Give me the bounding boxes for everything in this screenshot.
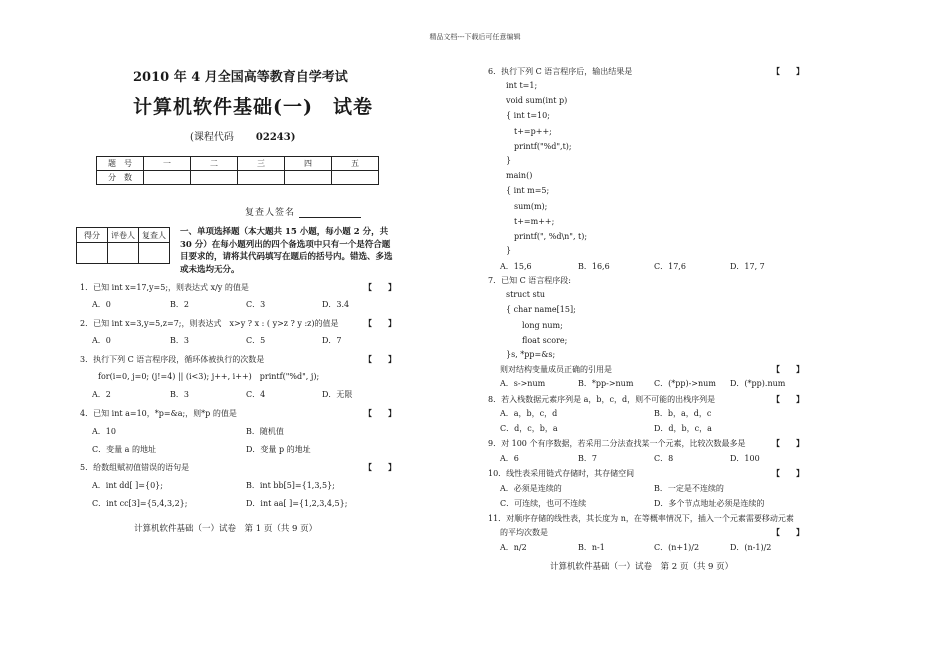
code-line: float score; <box>514 336 568 345</box>
answer-bracket: 【 】 <box>772 438 804 448</box>
option: C．(n+1)/2 <box>654 543 700 552</box>
answer-bracket: 【 】 <box>772 394 804 404</box>
score-cell <box>144 171 191 185</box>
score-cell <box>285 171 332 185</box>
code-line: } <box>506 246 512 255</box>
grader-cell: 复查人 <box>139 228 170 243</box>
option: D．100 <box>730 454 760 463</box>
course-code-value: 02243) <box>255 132 296 143</box>
answer-bracket: 【 】 <box>364 408 396 418</box>
option: B．int bb[5]={1,3,5}; <box>246 481 335 490</box>
option: D．7 <box>322 336 342 345</box>
option: B．n-1 <box>578 543 605 552</box>
option: D．d，b，c，a <box>654 424 712 433</box>
exam-title: 2010 年 4 月全国高等教育自学考试 <box>133 70 348 85</box>
answer-bracket: 【 】 <box>364 462 396 472</box>
code-line: } <box>506 156 512 165</box>
code-line: printf(", %d\n", t); <box>506 232 588 241</box>
answer-bracket: 【 】 <box>772 364 804 374</box>
option: B．7 <box>578 454 597 463</box>
answer-bracket: 【 】 <box>772 468 804 478</box>
reviewer-signature <box>245 205 361 218</box>
answer-bracket: 【 】 <box>772 66 804 76</box>
code-line: sum(m); <box>506 202 548 211</box>
option: B．3 <box>170 336 189 345</box>
reviewer-label: 复查人签名 <box>245 208 296 218</box>
grader-cell <box>139 243 170 264</box>
option: B．2 <box>170 300 189 309</box>
score-table <box>96 156 379 185</box>
grader-table <box>76 227 170 264</box>
code-line: main() <box>506 171 533 180</box>
code-line: { int t=10; <box>506 111 550 120</box>
option: A．int dd[ ]={0}; <box>92 481 163 490</box>
option: C．(*pp)->num <box>654 379 716 388</box>
option: D．多个节点地址必须是连续的 <box>654 499 765 508</box>
code-line: { char name[15]; <box>506 305 576 314</box>
option: D．无限 <box>322 390 353 399</box>
answer-bracket: 【 】 <box>364 354 396 364</box>
score-cell: 题 号 <box>97 157 144 171</box>
option: D．int aa[ ]={1,2,3,4,5}; <box>246 499 348 508</box>
question-8: 8．若入栈数据元素序列是 a，b，c，d，则不可能的出栈序列是 <box>488 395 716 404</box>
option: A．6 <box>500 454 519 463</box>
question-7-tail: 则对结构变量成员正确的引用是 <box>500 365 612 374</box>
code-line: void sum(int p) <box>506 96 568 105</box>
question-10: 10．线性表采用链式存储时，其存储空间 <box>488 469 635 478</box>
option: C．8 <box>654 454 674 463</box>
option: A．n/2 <box>500 543 527 552</box>
score-cell <box>238 171 285 185</box>
score-cell: 二 <box>191 157 238 171</box>
option: C．可连续，也可不连续 <box>500 499 587 508</box>
option: B．3 <box>170 390 189 399</box>
code-line: t+=m++; <box>506 217 555 226</box>
score-cell: 一 <box>144 157 191 171</box>
option: A．2 <box>92 390 111 399</box>
option: A．必须是连续的 <box>500 484 562 493</box>
answer-bracket: 【 】 <box>364 318 396 328</box>
question-5: 5．给数组赋初值错误的语句是 <box>80 463 190 472</box>
option: C．d，c，b，a <box>500 424 558 433</box>
option: D．17, 7 <box>730 262 765 271</box>
answer-bracket: 【 】 <box>364 282 396 292</box>
option: D．3.4 <box>322 300 350 309</box>
grader-cell: 评卷人 <box>108 228 139 243</box>
option: C．17,6 <box>654 262 686 271</box>
option: C．3 <box>246 300 266 309</box>
code-line: printf("%d",t); <box>506 142 572 151</box>
grader-blank-row <box>77 243 170 264</box>
question-11: 11．对顺序存储的线性表，其长度为 n，在等概率情况下，插入一个元素需要移动元素 <box>488 514 794 523</box>
question-6: 6．执行下列 C 语言程序后，输出结果是 <box>488 67 633 76</box>
grader-cell <box>77 243 108 264</box>
signature-line <box>299 208 361 218</box>
option: D．(*pp).num <box>730 379 786 388</box>
question-4: 4．已知 int a=10，*p=&a;，则*p 的值是 <box>80 409 237 418</box>
option: A．a，b，c，d <box>500 409 558 418</box>
option: B．随机值 <box>246 427 284 436</box>
option: D．(n-1)/2 <box>730 543 772 552</box>
option: B．一定是不连续的 <box>654 484 724 493</box>
option: A．0 <box>92 336 111 345</box>
option: B．b，a，d，c <box>654 409 712 418</box>
score-cell <box>191 171 238 185</box>
question-2: 2．已知 int x=3,y=5,z=7;，则表达式 x>y ? x : ( y>z ? y :z)的值是 <box>80 319 339 328</box>
option: A．15,6 <box>500 262 532 271</box>
course-code-label: (课程代码 <box>190 132 234 143</box>
option: C．5 <box>246 336 266 345</box>
right-page-footer: 计算机软件基础（一）试卷 第 2 页（共 9 页） <box>550 562 734 572</box>
code-line: struct stu <box>506 290 546 299</box>
code-line: for(i=0, j=0; (j!=4) || (i<3); j++, i++) printf("%d", j); <box>98 372 320 381</box>
score-cell: 五 <box>332 157 379 171</box>
code-line: long num; <box>514 321 563 330</box>
option: D．变量 p 的地址 <box>246 445 311 454</box>
score-cell: 四 <box>285 157 332 171</box>
left-page-footer: 计算机软件基础（一）试卷 第 1 页（共 9 页） <box>134 524 318 534</box>
option: B．*pp->num <box>578 379 634 388</box>
code-line: { int m=5; <box>506 186 550 195</box>
question-3: 3．执行下列 C 语言程序段，循环体被执行的次数是 <box>80 355 265 364</box>
code-line: }s, *pp=&s; <box>506 350 556 359</box>
question-9: 9．对 100 个有序数据，若采用二分法查找某一个元素，比较次数最多是 <box>488 439 746 448</box>
paper-title: 计算机软件基础(一) 试卷 <box>133 96 373 118</box>
option: A．0 <box>92 300 111 309</box>
section-instructions: 一、单项选择题（本大题共 15 小题，每小题 2 分，共 30 分）在每小题列出的四个备选项中只有一个是符合题目要求的，请将其代码填写在题后的括号内。错选、多选或未选均无分。 <box>180 227 393 275</box>
score-cell: 分 数 <box>97 171 144 185</box>
score-cell: 三 <box>238 157 285 171</box>
score-table-row <box>97 171 379 185</box>
score-cell <box>332 171 379 185</box>
question-1: 1．已知 int x=17,y=5;，则表达式 x/y 的值是 <box>80 283 249 292</box>
grader-cell <box>108 243 139 264</box>
code-line: int t=1; <box>506 81 538 90</box>
grader-cell: 得分 <box>77 228 108 243</box>
question-11-cont: 的平均次数是 <box>500 528 548 537</box>
score-table-row <box>97 157 379 171</box>
option: A．s->num <box>500 379 546 388</box>
option: A．10 <box>92 427 116 436</box>
course-code <box>190 128 295 143</box>
answer-bracket: 【 】 <box>772 527 804 537</box>
grader-header-row <box>77 228 170 243</box>
option: C．4 <box>246 390 266 399</box>
option: C．变量 a 的地址 <box>92 445 156 454</box>
option: C．int cc[3]={5,4,3,2}; <box>92 499 188 508</box>
code-line: t+=p++; <box>506 127 552 136</box>
option: B．16,6 <box>578 262 610 271</box>
watermark-text: 精品文档---下载后可任意编辑 <box>429 33 521 41</box>
question-7: 7．已知 C 语言程序段: <box>488 276 571 285</box>
